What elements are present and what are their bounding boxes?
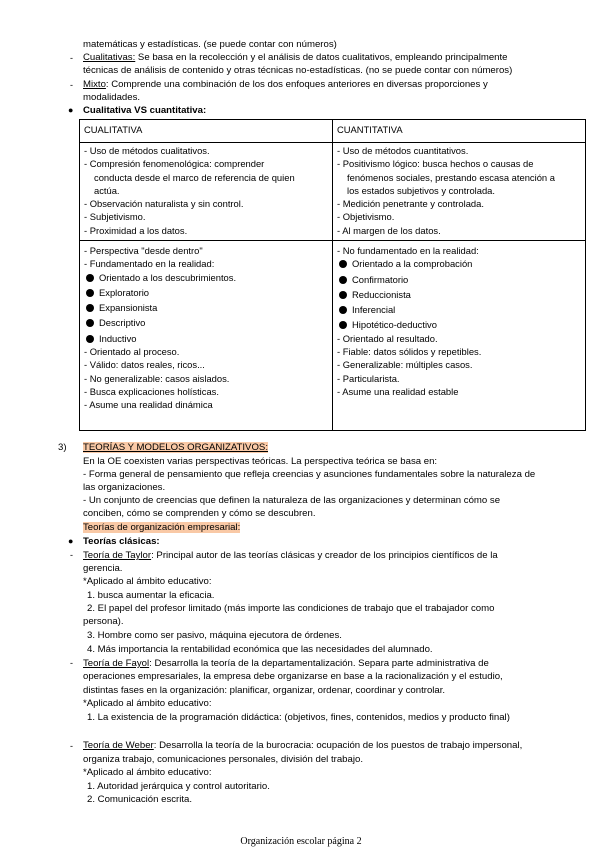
- bullet-dot-icon: [339, 306, 347, 314]
- text-line: técnicas de análisis de contenido y otras técnicas no-estadísticas. (no se puede contar con números): [83, 65, 513, 76]
- table-cell-cuantitativa-2: [333, 241, 586, 431]
- text-line: En la OE coexisten varias perspectivas teóricas. La perspectiva teórica se basa en:: [83, 456, 438, 467]
- text-line: - Forma general de pensamiento que refleja creencias y asunciones fundamentales sobre la naturaleza de: [83, 469, 536, 480]
- list-item: 2. Comunicación escrita.: [87, 794, 193, 805]
- bullet-item: [84, 301, 328, 314]
- bullet-marker: ●: [68, 536, 74, 546]
- cell-line: los estados subjetivos y controlada.: [347, 184, 495, 196]
- weber-term: Teoría de Weber: [83, 740, 154, 751]
- cell-line: - Uso de métodos cualitativos.: [84, 145, 210, 156]
- bullet-item: [84, 332, 328, 345]
- cell-line: - Generalizable: múltiples casos.: [337, 359, 473, 371]
- bullet-item: [84, 286, 328, 299]
- cell-line: - No generalizable: casos aislados.: [84, 372, 230, 384]
- cell-line: - Fundamentado en la realidad:: [84, 258, 215, 270]
- cell-line: - Positivismo lógico: busca hechos o causas de: [337, 158, 534, 170]
- cell-line: - Asume una realidad dinámica: [84, 399, 213, 411]
- dash-marker: -: [70, 550, 73, 560]
- table-cell-cualitativa-2: [80, 241, 333, 431]
- applied-label: *Aplicado al ámbito educativo:: [83, 767, 212, 778]
- bullet-item: [337, 273, 581, 286]
- list-item: 3. Hombre como ser pasivo, máquina ejecutora de órdenes.: [87, 630, 342, 641]
- cell-line: - Orientado al proceso.: [84, 346, 180, 358]
- bullet-dot-icon: [86, 289, 94, 297]
- cell-line: - Objetivismo.: [337, 211, 395, 223]
- section-title-text: TEORÍAS Y MODELOS ORGANIZATIVOS:: [83, 442, 268, 453]
- bullet-text: Confirmatorio: [352, 273, 409, 285]
- clasicas-title: Teorías clásicas:: [83, 536, 160, 547]
- bullet-dot-icon: [339, 260, 347, 268]
- cell-line: - Compresión fenomenológica: comprender: [84, 158, 265, 170]
- list-item: persona).: [83, 616, 124, 627]
- cualitativas-paragraph: [83, 51, 508, 64]
- weber-paragraph: [83, 739, 522, 752]
- dash-marker: -: [70, 53, 73, 63]
- fayol-text: : Desarrolla la teoría de la departamentalización. Separa parte administrativa de: [149, 658, 489, 669]
- list-item: 2. El papel del profesor limitado (más importe las condiciones de trabajo que el trabajador como: [87, 603, 495, 614]
- bullet-item: [84, 271, 328, 284]
- bullet-dot-icon: [86, 274, 94, 282]
- weber-text: : Desarrolla la teoría de la burocracia: ocupación de los puestos de trabajo impersonal,: [153, 740, 523, 751]
- cell-line: fenómenos sociales, prestando escasa atención a: [347, 171, 555, 183]
- list-item: 1. La existencia de la programación didáctica: (objetivos, fines, contenidos, medios y producto final): [87, 712, 510, 723]
- mixto-paragraph: [83, 78, 488, 91]
- text-line: organiza trabajo, comunicaciones personales, división del trabajo.: [83, 754, 363, 765]
- dash-marker: -: [70, 658, 73, 668]
- table-header-cualitativa: CUALITATIVA: [80, 120, 333, 143]
- bullet-dot-icon: [339, 291, 347, 299]
- subtitle: [83, 521, 240, 534]
- list-item: 4. Más importancia la rentabilidad económica que las necesidades del alumnado.: [87, 644, 433, 655]
- taylor-text: : Principal autor de las teorías clásicas y creador de los principios científicos de la: [151, 550, 498, 561]
- bullet-item: [337, 288, 581, 301]
- list-item: 1. Autoridad jerárquica y control autoritario.: [87, 781, 270, 792]
- cell-line: - Busca explicaciones holísticas.: [84, 385, 219, 397]
- vs-title: Cualitativa VS cuantitativa:: [83, 105, 207, 116]
- text-line: conciben, cómo se comprenden y cómo se descubren.: [83, 508, 316, 519]
- bullet-dot-icon: [339, 276, 347, 284]
- comparison-table: [79, 119, 586, 431]
- mixto-term: Mixto: [83, 79, 106, 90]
- taylor-paragraph: [83, 549, 498, 562]
- bullet-item: [337, 318, 581, 331]
- page-footer: Organización escolar página 2: [240, 836, 362, 847]
- mixto-text: : Comprende una combinación de los dos enfoques anteriores en diversas proporciones y: [105, 79, 488, 90]
- section-number: 3): [58, 442, 67, 453]
- fayol-term: Teoría de Fayol: [83, 658, 150, 669]
- cualitativas-term: Cualitativas:: [83, 52, 136, 63]
- cell-line: - Orientado al resultado.: [337, 332, 438, 344]
- cell-line: - Válido: datos reales, ricos...: [84, 359, 205, 371]
- applied-label: *Aplicado al ámbito educativo:: [83, 576, 212, 587]
- cell-line: actúa.: [94, 184, 120, 196]
- cell-line: - Perspectiva "desde dentro": [84, 245, 203, 256]
- bullet-text: Orientado a la comprobación: [352, 258, 473, 270]
- cell-line: - Proximidad a los datos.: [84, 224, 188, 236]
- bullet-text: Exploratorio: [99, 286, 150, 298]
- text-line: distintas fases en la organización: planificar, organizar, ordenar, coordinar y controlar.: [83, 685, 446, 696]
- bullet-item: [84, 316, 328, 329]
- bullet-marker: ●: [68, 105, 74, 115]
- bullet-dot-icon: [86, 335, 94, 343]
- cell-line: - Observación naturalista y sin control.: [84, 198, 244, 210]
- cell-line: - No fundamentado en la realidad:: [337, 245, 479, 256]
- section-title: [83, 441, 268, 454]
- text-line: operaciones empresariales, la empresa debe organizarse en base a la racionalización y el estudio,: [83, 671, 503, 682]
- bullet-dot-icon: [339, 321, 347, 329]
- bullet-dot-icon: [86, 304, 94, 312]
- cell-line: conducta desde el marco de referencia de quien: [94, 171, 295, 183]
- dash-marker: -: [70, 80, 73, 90]
- table-cell-cuantitativa-1: [333, 143, 586, 241]
- bullet-item: [337, 257, 581, 270]
- cell-line: - Medición penetrante y controlada.: [337, 198, 484, 210]
- cualitativas-text: Se basa en la recolección y el análisis de datos cualitativos, empleando principalmente: [135, 52, 508, 63]
- bullet-dot-icon: [86, 319, 94, 327]
- cell-line: - Particularista.: [337, 372, 400, 384]
- text-line: las organizaciones.: [83, 482, 166, 493]
- applied-label: *Aplicado al ámbito educativo:: [83, 698, 212, 709]
- bullet-text: Descriptivo: [99, 317, 146, 329]
- bullet-text: Hipotético-deductivo: [352, 319, 437, 331]
- text-line: matemáticas y estadísticas. (se puede contar con números): [83, 39, 337, 50]
- text-line: - Un conjunto de creencias que definen la naturaleza de las organizaciones y determinan cómo se: [83, 495, 501, 506]
- bullet-text: Orientado a los descubrimientos.: [99, 271, 237, 283]
- cell-line: - Al margen de los datos.: [337, 224, 441, 236]
- table-cell-cualitativa-1: [80, 143, 333, 241]
- bullet-text: Reduccionista: [352, 288, 411, 300]
- bullet-text: Inductivo: [99, 332, 137, 344]
- bullet-text: Expansionista: [99, 302, 158, 314]
- cell-line: - Subjetivismo.: [84, 211, 146, 223]
- cell-line: - Asume una realidad estable: [337, 385, 459, 397]
- cell-line: - Fiable: datos sólidos y repetibles.: [337, 346, 482, 358]
- text-line: gerencia.: [83, 563, 123, 574]
- taylor-term: Teoría de Taylor: [83, 550, 152, 561]
- list-item: 1. busca aumentar la eficacia.: [87, 590, 215, 601]
- dash-marker: -: [70, 741, 73, 751]
- cell-line: - Uso de métodos cuantitativos.: [337, 145, 469, 156]
- table-header-cuantitativa: CUANTITATIVA: [333, 120, 586, 143]
- bullet-item: [337, 303, 581, 316]
- bullet-text: Inferencial: [352, 304, 396, 316]
- fayol-paragraph: [83, 657, 489, 670]
- text-line: modalidades.: [83, 92, 141, 103]
- subtitle-text: Teorías de organización empresarial:: [83, 522, 241, 533]
